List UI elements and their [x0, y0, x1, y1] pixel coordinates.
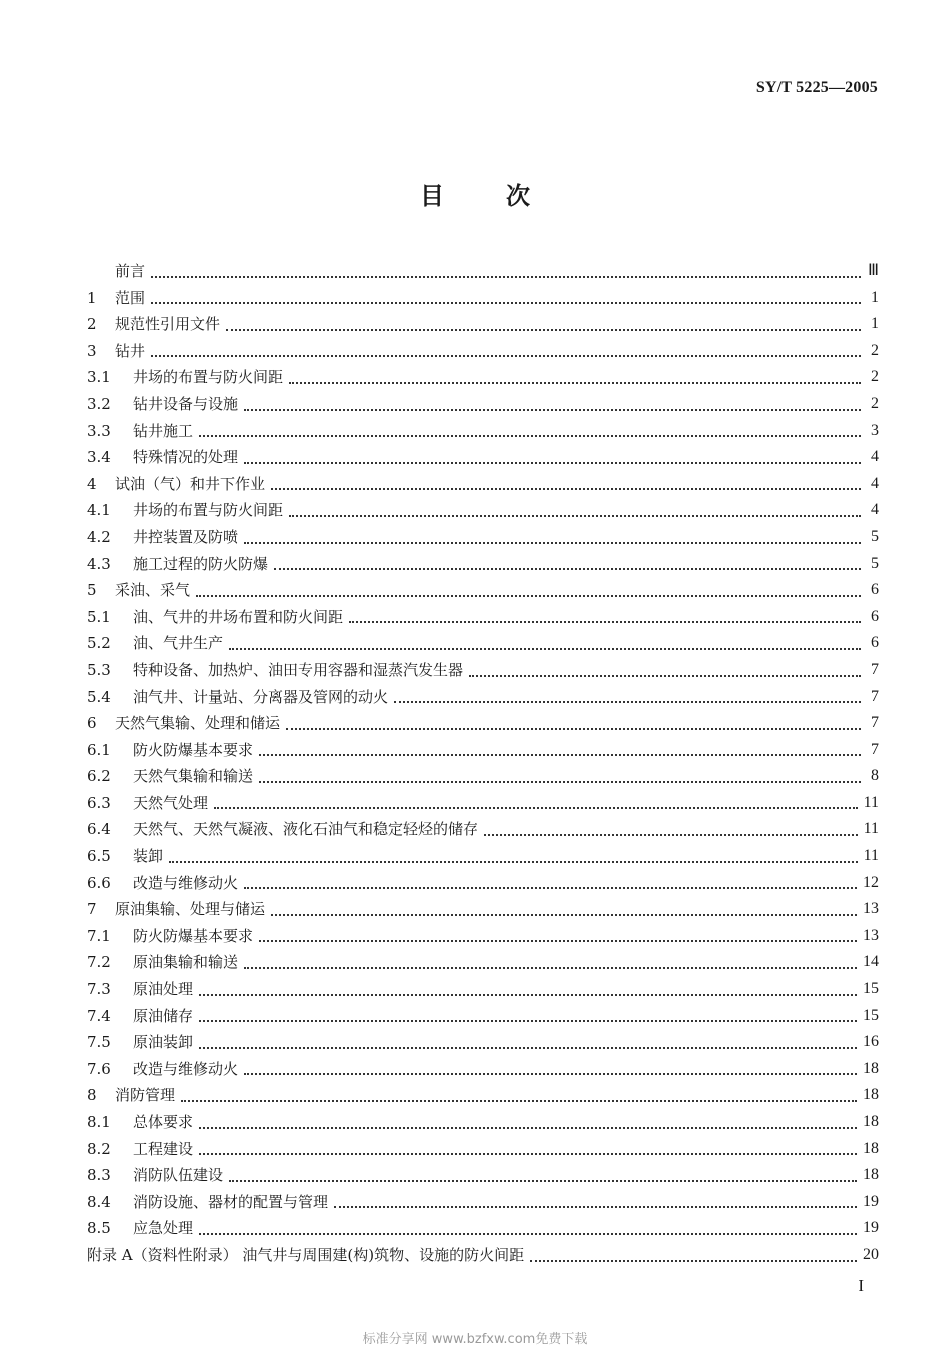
toc-dot-leader	[196, 587, 861, 597]
toc-dot-leader	[199, 1225, 857, 1235]
toc-entry-page: 5	[871, 527, 879, 545]
toc-entry-number: 8.2	[87, 1139, 111, 1158]
page-folio: I	[858, 1276, 864, 1295]
toc-dot-leader	[244, 534, 861, 544]
toc-dot-leader	[394, 693, 861, 703]
toc-entry[interactable]	[87, 1109, 879, 1136]
toc-entry[interactable]	[87, 684, 879, 711]
toc-entry-number: 1	[87, 288, 97, 307]
toc-entry[interactable]	[87, 577, 879, 604]
toc-dot-leader	[226, 321, 861, 331]
toc-entry-number: 3.3	[87, 421, 111, 440]
toc-dot-leader	[244, 454, 861, 464]
toc-entry-label: 井场的布置与防火间距	[133, 368, 284, 387]
toc-entry[interactable]	[87, 497, 879, 524]
toc-entry-number: 4.1	[87, 501, 111, 520]
toc-dot-leader	[349, 613, 861, 623]
toc-dot-leader	[289, 507, 861, 517]
toc-entry-number: 6.3	[87, 793, 111, 812]
toc-entry-number: 3.1	[87, 368, 111, 387]
toc-entry-page: 11	[863, 793, 879, 811]
toc-entry[interactable]	[87, 285, 879, 312]
toc-entry-number: 7.1	[87, 926, 111, 945]
toc-entry-number: 3.4	[87, 448, 111, 467]
toc-entry-number: 7.2	[87, 953, 111, 972]
toc-entry-label: 天然气集输、处理和储运	[115, 714, 281, 733]
toc-entry-label: 原油处理	[133, 980, 194, 999]
toc-entry-page: 6	[871, 634, 879, 652]
footer-watermark: 标准分享网 www.bzfxw.com免费下载	[362, 1332, 588, 1347]
toc-entry-number: 8.3	[87, 1166, 111, 1185]
toc-entry-page: 18	[863, 1139, 879, 1157]
toc-dot-leader	[244, 879, 857, 889]
toc-dot-leader	[199, 427, 861, 437]
toc-entry-label: 原油装卸	[133, 1033, 194, 1052]
toc-entry-page: 11	[863, 820, 879, 838]
toc-dot-leader	[181, 1092, 857, 1102]
toc-entry-number: 5.2	[87, 634, 111, 653]
toc-entry-number: 8.1	[87, 1113, 111, 1131]
toc-entry[interactable]	[87, 737, 879, 764]
toc-entry-number: 8.4	[87, 1192, 111, 1211]
toc-entry[interactable]	[87, 843, 879, 870]
toc-dot-leader	[244, 959, 857, 969]
toc-entry-page: 18	[863, 1086, 879, 1104]
toc-entry-page: 7	[871, 660, 879, 678]
toc-entry-label: 改造与维修动火	[133, 1059, 239, 1078]
toc-entry-page: 6	[871, 581, 879, 599]
toc-entry-label: 油、气井的井场布置和防火间距	[133, 607, 344, 626]
toc-entry-page: 7	[871, 687, 879, 705]
toc-entry[interactable]	[87, 311, 879, 338]
toc-entry-label: 天然气、天然气凝液、液化石油气和稳定轻烃的储存	[133, 820, 479, 839]
toc-entry[interactable]	[87, 1082, 879, 1109]
toc-dot-leader	[199, 1039, 857, 1049]
toc-entry-label: 范围	[115, 288, 146, 307]
toc-entry-label: 钻井设备与设施	[133, 394, 239, 413]
toc-entry[interactable]	[87, 1056, 879, 1083]
toc-entry[interactable]	[87, 258, 879, 285]
toc-entry[interactable]	[87, 471, 879, 498]
toc-entry[interactable]	[87, 1003, 879, 1030]
toc-entry-page: 2	[871, 394, 879, 412]
toc-entry-page: 1	[871, 315, 879, 333]
toc-entry[interactable]	[87, 604, 879, 631]
toc-entry-page: 6	[871, 607, 879, 625]
toc-entry-label: 井控装置及防喷	[133, 527, 239, 546]
toc-entry-page: 19	[863, 1219, 879, 1237]
toc-entry-label: 消防队伍建设	[133, 1166, 224, 1185]
toc-dot-leader	[199, 986, 857, 996]
toc-entry[interactable]	[87, 1215, 879, 1242]
toc-entry-label: 油、气井生产	[133, 634, 224, 653]
toc-dot-leader	[199, 1145, 857, 1155]
toc-dot-leader	[259, 773, 861, 783]
toc-entry[interactable]	[87, 338, 879, 365]
toc-entry-number: 4	[87, 474, 97, 493]
toc-entry[interactable]	[87, 391, 879, 418]
toc-entry[interactable]	[87, 1162, 879, 1189]
toc-entry-page: 12	[863, 873, 879, 891]
toc-entry-label: 天然气集输和输送	[133, 767, 254, 786]
toc-entry-number: 5.4	[87, 687, 111, 706]
toc-dot-leader	[244, 1065, 857, 1075]
toc-entry-label: 防火防爆基本要求	[133, 740, 254, 759]
toc-entry-page: 7	[871, 740, 879, 758]
toc-entry[interactable]	[87, 418, 879, 445]
toc-dot-leader	[244, 401, 861, 411]
toc-entry-page: 3	[871, 421, 879, 439]
toc-entry[interactable]	[87, 630, 879, 657]
toc-entry-number: 8	[87, 1086, 97, 1105]
toc-dot-leader	[199, 1119, 857, 1129]
toc-entry[interactable]	[87, 923, 879, 950]
toc-dot-leader	[530, 1252, 857, 1262]
toc-entry-number: 6.1	[87, 740, 111, 759]
toc-entry[interactable]	[87, 444, 879, 471]
toc-entry[interactable]	[87, 896, 879, 923]
toc-entry-page: 19	[863, 1192, 879, 1210]
toc-entry-page: 2	[871, 341, 879, 359]
toc-dot-leader	[151, 294, 861, 304]
toc-entry-page: 5	[871, 554, 879, 572]
toc-entry-label: 改造与维修动火	[133, 873, 239, 892]
toc-entry-page: 2	[871, 368, 879, 386]
toc-dot-leader	[271, 906, 857, 916]
toc-entry-number: 6.6	[87, 873, 111, 892]
toc-entry-label: 防火防爆基本要求	[133, 926, 254, 945]
toc-entry[interactable]	[87, 1136, 879, 1163]
toc-dot-leader	[259, 932, 857, 942]
toc-entry-number: 3.2	[87, 394, 111, 413]
toc-entry-number: 4.2	[87, 527, 111, 546]
toc-entry-page: 4	[871, 448, 879, 466]
toc-entry-page: 7	[871, 714, 879, 732]
toc-entry[interactable]	[87, 1242, 879, 1269]
table-of-contents	[87, 258, 879, 1269]
toc-dot-leader	[229, 1172, 857, 1182]
toc-dot-leader	[259, 746, 861, 756]
toc-entry-number: 6.2	[87, 767, 111, 786]
toc-entry[interactable]	[87, 524, 879, 551]
toc-entry-label: 井场的布置与防火间距	[133, 501, 284, 520]
toc-entry-number: 7.3	[87, 980, 111, 999]
toc-dot-leader	[286, 720, 861, 730]
toc-entry[interactable]	[87, 1029, 879, 1056]
title-part-2: 次	[506, 182, 530, 210]
toc-entry-page: 18	[863, 1059, 879, 1077]
toc-entry-label: 油气井、计量站、分离器及管网的动火	[133, 687, 389, 706]
toc-entry-page: 20	[863, 1245, 879, 1263]
toc-entry-number: 7.5	[87, 1033, 111, 1052]
toc-dot-leader	[271, 480, 861, 490]
toc-entry[interactable]	[87, 763, 879, 790]
toc-entry-label: 钻井	[115, 341, 146, 360]
toc-dot-leader	[274, 560, 861, 570]
toc-entry-label: 原油储存	[133, 1006, 194, 1025]
toc-entry-label: 特殊情况的处理	[133, 448, 239, 467]
toc-entry-number: 7	[87, 900, 97, 919]
toc-entry[interactable]	[87, 816, 879, 843]
toc-entry[interactable]	[87, 364, 879, 391]
toc-entry[interactable]	[87, 551, 879, 578]
toc-dot-leader	[229, 640, 861, 650]
toc-entry[interactable]	[87, 710, 879, 737]
toc-entry-label: 总体要求	[133, 1113, 194, 1131]
toc-entry-label: 原油集输、处理与储运	[115, 900, 266, 919]
toc-entry-label: 消防设施、器材的配置与管理	[133, 1192, 329, 1211]
toc-entry-page: 13	[863, 900, 879, 918]
standard-code: SY/T 5225—2005	[755, 79, 878, 96]
toc-entry-page: 15	[863, 980, 879, 998]
toc-entry-label: 前言	[115, 262, 146, 280]
toc-entry-number: 4.3	[87, 554, 111, 573]
toc-dot-leader	[484, 826, 858, 836]
toc-entry-page: 8	[871, 767, 879, 785]
toc-entry-label: 工程建设	[133, 1139, 194, 1158]
toc-entry[interactable]	[87, 976, 879, 1003]
page-title	[0, 176, 950, 211]
toc-entry[interactable]	[87, 657, 879, 684]
toc-entry-page: 16	[863, 1033, 879, 1051]
toc-entry-label: 特种设备、加热炉、油田专用容器和湿蒸汽发生器	[133, 660, 464, 679]
toc-dot-leader	[469, 667, 861, 677]
toc-entry[interactable]	[87, 1189, 879, 1216]
toc-entry-label: 原油集输和输送	[133, 953, 239, 972]
toc-dot-leader	[169, 853, 858, 863]
toc-entry-label: 天然气处理	[133, 793, 209, 812]
toc-dot-leader	[151, 347, 861, 357]
toc-dot-leader	[199, 1012, 857, 1022]
toc-entry-number: 6.4	[87, 820, 111, 839]
toc-entry-number: 7.4	[87, 1006, 111, 1025]
toc-dot-leader	[214, 799, 858, 809]
toc-entry-number: 5	[87, 581, 97, 600]
toc-entry-page: 4	[871, 474, 879, 492]
toc-entry-label: 装卸	[133, 847, 164, 866]
toc-entry-label: 钻井施工	[133, 421, 194, 440]
toc-entry-label: 施工过程的防火防爆	[133, 554, 269, 573]
toc-entry-page: 4	[871, 501, 879, 519]
toc-entry-number: 5.3	[87, 660, 111, 679]
toc-entry-label: 消防管理	[115, 1086, 176, 1105]
toc-entry-page: Ⅲ	[867, 262, 879, 279]
toc-entry-label: 附录 A（资料性附录） 油气井与周围建(构)筑物、设施的防火间距	[87, 1245, 525, 1264]
toc-entry-page: 14	[863, 953, 879, 971]
toc-entry-page: 15	[863, 1006, 879, 1024]
toc-entry-label: 试油（气）和井下作业	[115, 474, 266, 493]
toc-entry-number: 6	[87, 714, 97, 733]
toc-entry-number: 3	[87, 341, 97, 360]
toc-entry-page: 18	[863, 1166, 879, 1184]
toc-entry-label: 规范性引用文件	[115, 315, 221, 334]
toc-entry[interactable]	[87, 870, 879, 897]
toc-entry-page: 11	[863, 847, 879, 865]
toc-dot-leader	[289, 374, 861, 384]
toc-entry-page: 18	[863, 1113, 879, 1130]
toc-entry[interactable]	[87, 790, 879, 817]
toc-entry-number: 2	[87, 315, 97, 334]
toc-entry-number: 6.5	[87, 847, 111, 866]
toc-dot-leader	[151, 268, 861, 278]
toc-entry-number: 5.1	[87, 607, 111, 626]
toc-entry-number: 8.5	[87, 1219, 111, 1238]
toc-entry[interactable]	[87, 949, 879, 976]
toc-entry-label: 采油、采气	[115, 581, 191, 600]
toc-entry-number: 7.6	[87, 1059, 111, 1078]
toc-entry-page: 1	[871, 288, 879, 306]
toc-entry-page: 13	[863, 926, 879, 944]
title-part-1: 目	[420, 182, 444, 210]
toc-entry-label: 应急处理	[133, 1219, 194, 1238]
toc-dot-leader	[334, 1198, 857, 1208]
